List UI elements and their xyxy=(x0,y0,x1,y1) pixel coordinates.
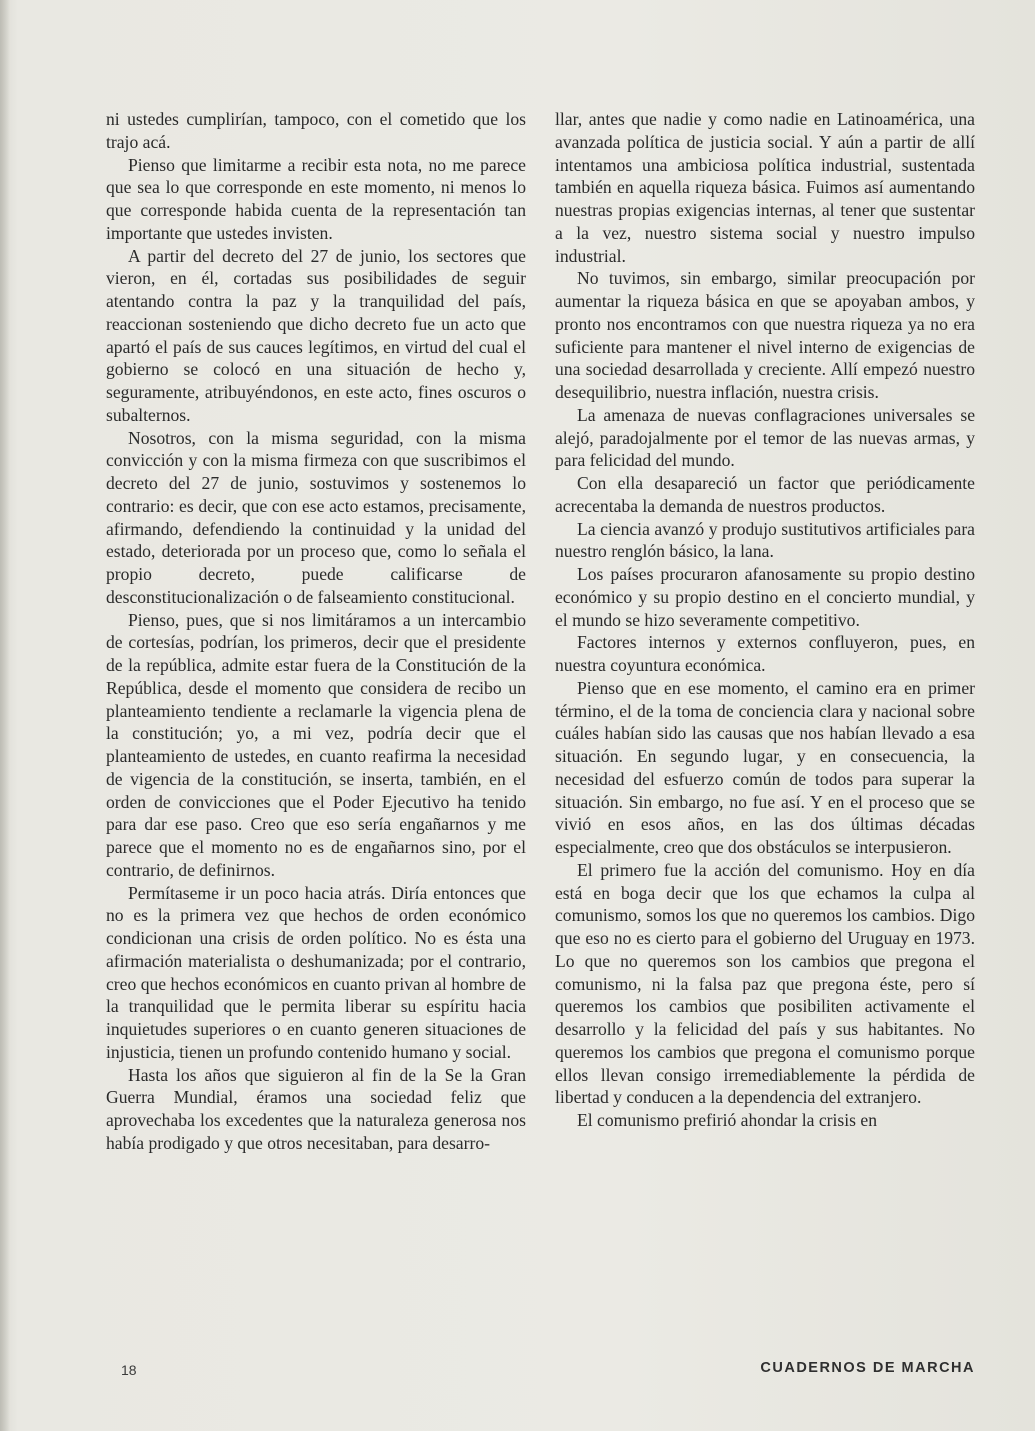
page-number: 18 xyxy=(121,1362,137,1378)
left-text-column xyxy=(106,108,526,1155)
paragraph: A partir del decreto del 27 de junio, los sectores que vieron, en él, cortadas sus posibilidades de seguir atentando contra la paz y la tranquilidad del país, reaccionan sosteniendo que dicho decreto fue un acto que apartó el país de sus cauces legítimos, en virtud del cual el gobierno se colocó en una situación de hecho y, seguramente, atribuyéndonos, en este acto, fines oscuros o subalternos. xyxy=(106,245,526,425)
paragraph: El comunismo prefirió ahondar la crisis en xyxy=(577,1110,877,1130)
paragraph: La ciencia avanzó y produjo sustitutivos artificiales para nuestro renglón básico, la lana. xyxy=(555,518,975,562)
paragraph: Pienso que limitarme a recibir esta nota, no me parece que sea lo que corresponde en este momento, ni menos lo que corresponde habida cuenta de la representación tan importante que ustedes invisten. xyxy=(106,154,526,243)
paragraph: Factores internos y externos confluyeron, pues, en nuestra coyuntura económica. xyxy=(555,632,975,675)
right-text-column xyxy=(555,108,975,1132)
binding-shadow xyxy=(0,0,10,1431)
paragraph: El primero fue la acción del comunismo. Hoy en día está en boga decir que los que echamos la culpa al comunismo, somos los que no queremos los cambios. Digo que eso no es cierto para el gobierno del Uruguay en 1973. Lo que no queremos son los cambios que pregona el comunismo, ni la falsa paz que pregona éste, pero sí queremos los cambios que posibiliten activamente el desarrollo y la felicidad del país y sus habitantes. No queremos los cambios que pregona el comunismo porque ellos llevan consigo irremediablemente la pérdida de libertad y conducen a la dependencia del extranjero. xyxy=(555,859,975,1108)
paragraph: Permítaseme ir un poco hacia atrás. Diría entonces que no es la primera vez que hechos de orden económico condicionan una crisis de orden político. No es ésta una afirmación materialista o deshumanizada; por el contrario, creo que hechos económicos en cuanto privan al hombre de la tranquilidad que le permita liberar su espíritu hacia inquietudes superiores o en cuanto generen situaciones de injusticia, tienen un profundo contenido humano y social. xyxy=(106,882,526,1062)
paragraph: Pienso que en ese momento, el camino era en primer término, el de la toma de conciencia clara y nacional sobre cuáles habían sido las causas que nos habían llevado a esa situación. En segundo lugar, y en consecuencia, la necesidad del esfuerzo común de todos para superar la situación. Sin embargo, no fue así. Y en el proceso que se vivió en esos años, en las dos últimas décadas especialmente, creo que dos obstáculos se interpusieron. xyxy=(555,677,975,857)
paragraph: Los países procuraron afanosamente su propio destino económico y su propio destino en el concierto mundial, y el mundo se hizo severamente competitivo. xyxy=(555,564,975,630)
paragraph: No tuvimos, sin embargo, similar preocupación por aumentar la riqueza básica en que se apoyaban ambos, y pronto nos encontramos con que nuestra riqueza ya no era suficiente para mantener el nivel interno de exigencias de una sociedad desarrollada y creciente. Allí empezó nuestro desequilibrio, nuestra inflación, nuestra crisis. xyxy=(555,268,975,402)
paragraph: La amenaza de nuevas conflagraciones universales se alejó, paradojalmente por el temor de las nuevas armas, y para felicidad del mundo. xyxy=(555,404,975,471)
publication-name: CUADERNOS DE MARCHA xyxy=(760,1360,975,1376)
paragraph: Con ella desapareció un factor que periódicamente acrecentaba la demanda de nuestros productos. xyxy=(555,473,975,516)
paragraph: Hasta los años que siguieron al fin de la Se la Gran Guerra Mundial, éramos una sociedad feliz que aprovechaba los excedentes que la naturaleza generosa nos había prodigado y que otros necesitaban, para desarro- xyxy=(106,1064,526,1153)
paragraph: ni ustedes cumplirían, tampoco, con el cometido que los trajo acá. xyxy=(106,109,526,152)
paragraph: Nosotros, con la misma seguridad, con la misma convicción y con la misma firmeza con que suscribimos el decreto del 27 de junio, sostuvimos y sostenemos lo contrario: es decir, que con ese acto estamos, precisamente, afirmando, defendiendo la continuidad y la unidad del estado, deteriorada por un proceso que, como lo señala el propio decreto, puede calificarse de desconstitucionalización o de falseamiento constitucional. xyxy=(106,427,526,607)
paragraph: Pienso, pues, que si nos limitáramos a un intercambio de cortesías, podrían, los primeros, decir que el presidente de la república, admite estar fuera de la Constitución de la República, desde el momento que considera de recibo un planteamiento tendiente a reclamarle la vigencia plena de la constitución; yo, a mi vez, podría decir que el planteamiento de ustedes, en cuanto reafirma la necesidad de vigencia de la constitución, se inserta, también, en el orden de convicciones que el Poder Ejecutivo ha tenido para dar ese paso. Creo que eso sería engañarnos y me parece que el momento no es de engañarnos sino, por el contrario, de definirnos. xyxy=(106,609,526,880)
paragraph: llar, antes que nadie y como nadie en Latinoamérica, una avanzada política de justicia social. Y aún a partir de allí intentamos una ambiciosa política industrial, sustentada también en aquella riqueza básica. Fuimos así aumentando nuestras propias exigencias internas, al tener que sustentar a la vez, nuestro sistema social y nuestro impulso industrial. xyxy=(555,109,975,266)
